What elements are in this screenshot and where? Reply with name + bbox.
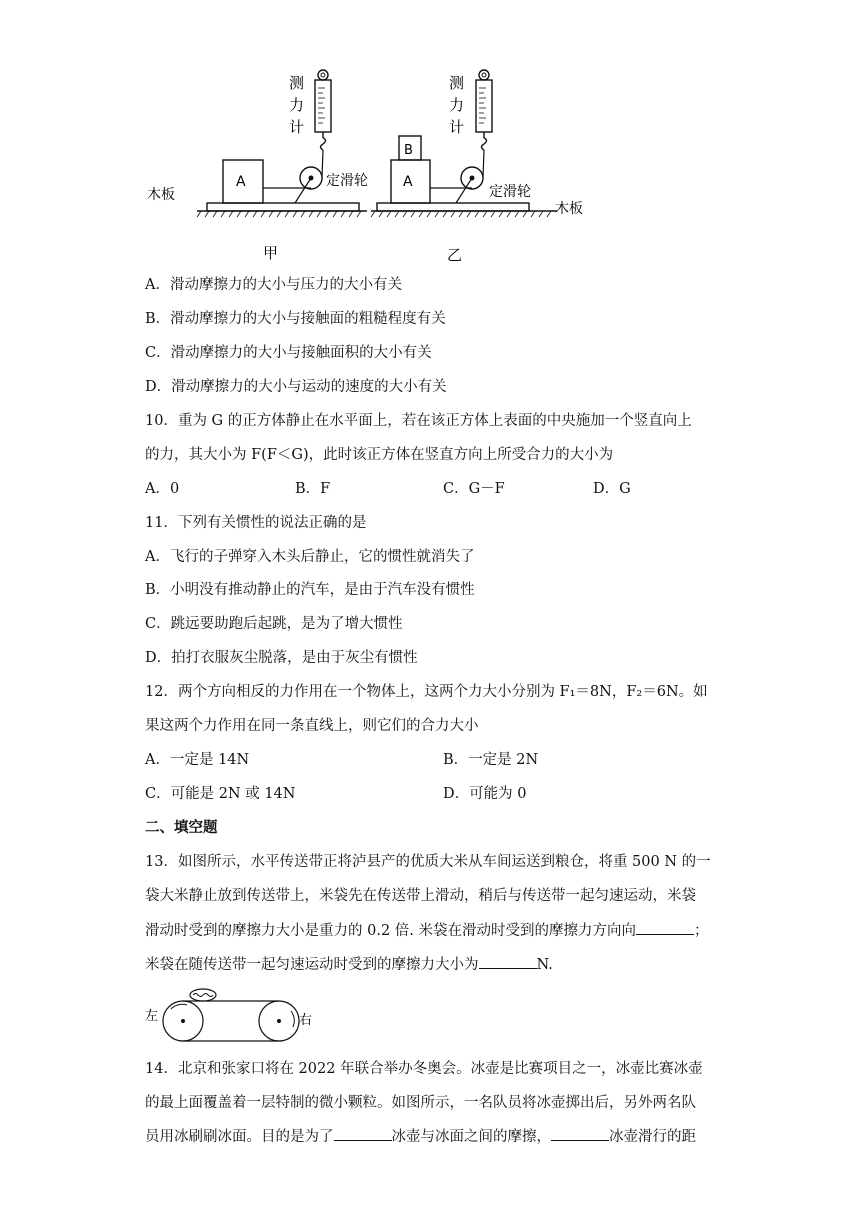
q13-line3 — [145, 920, 709, 941]
q14-line2: 的最上面覆盖着一层特制的微小颗粒。如图所示，一名队员将冰壶掷出后，另外两名队 — [145, 1095, 696, 1111]
q13-line4-end: N. — [536, 957, 553, 973]
q14-line1: 14．北京和张家口将在 2022 年联合举办冬奥会。冰壶是比赛项目之一，冰壶比赛冰壶 — [145, 1061, 703, 1077]
setup-yi — [371, 70, 583, 263]
q13-line3-end: ； — [694, 923, 709, 939]
q14-blank-2[interactable] — [551, 1126, 609, 1141]
q12-option-c: C．可能是 2N 或 14N — [145, 786, 296, 802]
q14-line3 — [145, 1126, 696, 1147]
q12-stem-line1: 12．两个方向相反的力作用在一个物体上，这两个力大小分别为 F₁＝8N，F₂＝6N。如 — [145, 684, 708, 700]
conveyor-belt-figure — [143, 985, 318, 1045]
caption-yi: 乙 — [447, 246, 463, 263]
q11-option-a: A．飞行的子弹穿入木头后静止，它的惯性就消失了 — [145, 549, 475, 565]
q13-line2: 袋大米静止放到传送带上，米袋先在传送带上滑动，稍后与传送带一起匀速运动，米袋 — [145, 888, 696, 904]
meter-label-jia-1: 测 — [289, 74, 305, 92]
q14-line3-end: 冰壶滑行的距 — [609, 1129, 696, 1145]
q12-option-d: D．可能为 0 — [443, 786, 527, 802]
block-a-jia: A — [236, 174, 246, 190]
conveyor-right-label: 右 — [299, 1013, 313, 1028]
meter-label-yi-3: 计 — [449, 118, 465, 136]
setup-jia — [147, 70, 368, 262]
q11-option-b: B．小明没有推动静止的汽车，是由于汽车没有惯性 — [145, 582, 475, 598]
q13-blank-1[interactable] — [636, 920, 694, 935]
q11-option-d: D．拍打衣服灰尘脱落，是由于灰尘有惯性 — [145, 650, 418, 666]
meter-label-yi-2: 力 — [449, 96, 465, 114]
q10-stem-line1: 10．重为 G 的正方体静止在水平面上，若在该正方体上表面的中央施加一个竖直向上 — [145, 413, 692, 429]
q9-option-d: D．滑动摩擦力的大小与运动的速度的大小有关 — [145, 379, 447, 395]
meter-label-jia-2: 力 — [289, 96, 305, 114]
conveyor-left-label: 左 — [145, 1009, 159, 1024]
q13-blank-2[interactable] — [479, 954, 537, 969]
q13-line3-text: 滑动时受到的摩擦力大小是重力的 0.2 倍. 米袋在滑动时受到的摩擦力方向向 — [145, 923, 636, 939]
q12-option-a: A．一定是 14N — [145, 752, 250, 768]
q11-option-c: C．跳远要助跑后起跳，是为了增大惯性 — [145, 616, 403, 632]
meter-label-yi-1: 测 — [449, 74, 465, 92]
q9-option-a: A．滑动摩擦力的大小与压力的大小有关 — [145, 277, 402, 293]
q10-option-c: C．G－F — [443, 481, 505, 497]
q14-line3-mid: 冰壶与冰面之间的摩擦， — [391, 1129, 551, 1145]
q14-blank-1[interactable] — [334, 1126, 392, 1141]
q13-line4 — [145, 954, 553, 975]
q13-line4-text: 米袋在随传送带一起匀速运动时受到的摩擦力大小为 — [145, 957, 479, 973]
caption-jia: 甲 — [263, 244, 279, 262]
block-b-yi: B — [404, 143, 413, 158]
friction-experiment-figure — [145, 68, 595, 263]
meter-label-jia-3: 计 — [289, 118, 305, 136]
q9-option-b: B．滑动摩擦力的大小与接触面的粗糙程度有关 — [145, 311, 446, 327]
q10-option-b: B．F — [295, 481, 331, 497]
q10-option-a: A．0 — [145, 481, 180, 497]
pulley-label-jia: 定滑轮 — [326, 173, 368, 189]
pulley-label-yi: 定滑轮 — [489, 184, 531, 200]
board-label-jia: 木板 — [147, 187, 175, 203]
q11-stem: 11．下列有关惯性的说法正确的是 — [145, 515, 367, 531]
q10-stem-line2: 的力，其大小为 F(F＜G)，此时该正方体在竖直方向上所受合力的大小为 — [145, 447, 614, 463]
q10-option-d: D．G — [593, 481, 631, 497]
q13-line1: 13．如图所示，水平传送带正将泸县产的优质大米从车间运送到粮仓，将重 500 N 的一 — [145, 854, 711, 870]
board-label-yi: 木板 — [555, 201, 583, 217]
section-heading-fill-in: 二、填空题 — [145, 819, 218, 836]
q14-line3-text: 员用冰刷刷冰面。目的是为了 — [145, 1129, 334, 1145]
q9-option-c: C．滑动摩擦力的大小与接触面积的大小有关 — [145, 345, 432, 361]
q12-option-b: B．一定是 2N — [443, 752, 539, 768]
q12-stem-line2: 果这两个力作用在同一条直线上，则它们的合力大小 — [145, 718, 479, 734]
block-a-yi: A — [403, 174, 413, 190]
